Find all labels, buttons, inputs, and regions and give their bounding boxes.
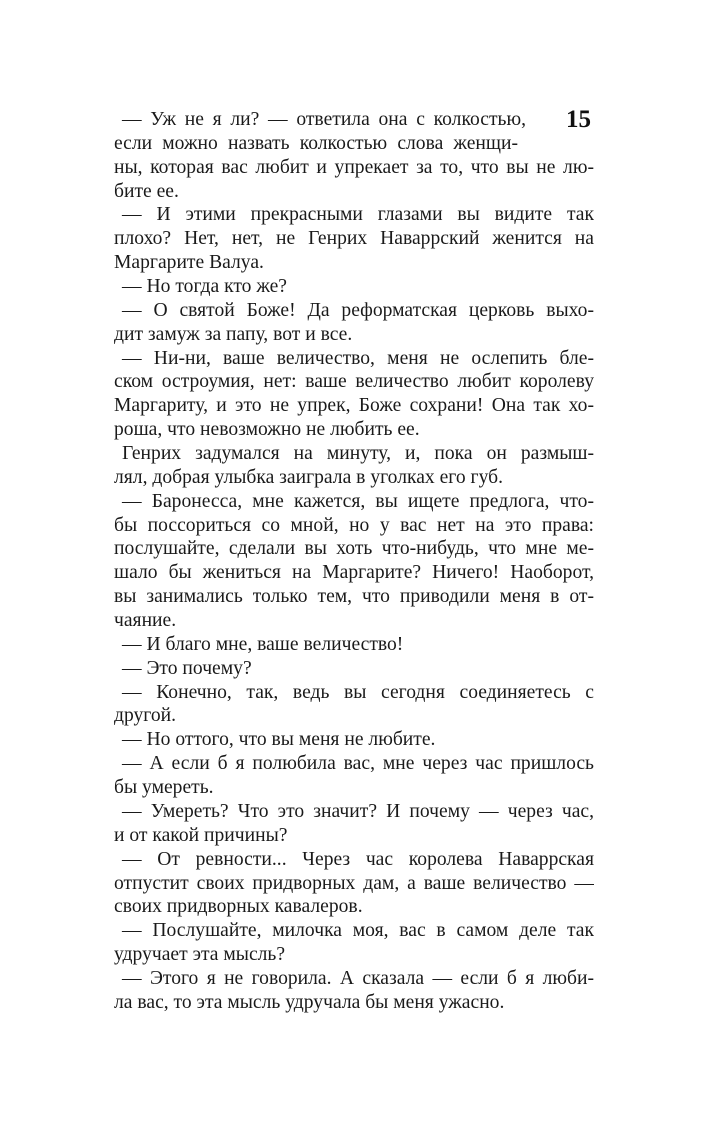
text-line: Генрих задумался на минуту, и, пока он размыш- — [122, 443, 594, 465]
text-line: Маргариту, и это не упрек, Боже сохрани! Она так хо- — [114, 395, 594, 417]
text-line: — О святой Боже! Да реформатская церковь выхо- — [122, 299, 594, 321]
text-line: — Уж не я ли? — ответила она с колкостью, — [122, 109, 526, 130]
text-line: — От ревности... Через час королева Наваррская — [122, 848, 594, 870]
text-line: послушайте, сделали вы хоть что-нибудь, что мне ме- — [114, 538, 594, 560]
text-line: Маргарите Валуа. — [114, 252, 264, 274]
page-number: 15 — [566, 106, 591, 133]
text-line: удручает эта мысль? — [114, 944, 286, 966]
text-line: вы занимались только тем, что приводили меня в от- — [114, 586, 594, 608]
text-line: бите ее. — [114, 180, 179, 202]
text-line: — А если б я полюбила вас, мне через час пришлось — [122, 753, 594, 775]
text-line: — Ни-ни, ваше величество, меня не ослепить бле- — [122, 347, 594, 369]
text-line: ском остроумия, нет: ваше величество любит королеву — [114, 371, 594, 393]
text-line: своих придворных кавалеров. — [114, 896, 363, 918]
text-line: дит замуж за папу, вот и все. — [114, 323, 353, 345]
text-line: — И благо мне, ваше величество! — [122, 633, 404, 655]
text-line: лял, добрая улыбка заиграла в уголках его губ. — [114, 466, 503, 488]
text-line: — Баронесса, мне кажется, вы ищете предлога, что- — [122, 490, 594, 512]
text-line: — Это почему? — [122, 657, 252, 679]
text-line: чаяние. — [114, 610, 177, 632]
text-line: бы поссориться со мной, но у вас нет на это права: — [114, 514, 594, 536]
text-line: ны, которая вас любит и упрекает за то, что вы не лю- — [114, 156, 594, 178]
text-line: шало бы жениться на Маргарите? Ничего! Наоборот, — [114, 562, 594, 584]
body-text — [114, 108, 594, 1015]
text-line: — Послушайте, милочка моя, вас в самом деле так — [122, 920, 594, 942]
text-line: отпустит своих придворных дам, а ваше величество — — [114, 872, 594, 894]
text-line: если можно назвать колкостью слова женщи- — [114, 132, 518, 154]
text-line: и от какой причины? — [114, 824, 288, 846]
text-line: ла вас, то эта мысль удручала бы меня ужасно. — [114, 991, 505, 1013]
text-line: бы умереть. — [114, 777, 214, 799]
text-line: — Но оттого, что вы меня не любите. — [122, 729, 436, 751]
text-line: роша, что невозможно не любить ее. — [114, 419, 420, 441]
text-line: — Но тогда кто же? — [122, 276, 287, 298]
text-line: другой. — [114, 705, 177, 727]
text-line: плохо? Нет, нет, не Генрих Наваррский женится на — [114, 228, 594, 250]
text-line: — Конечно, так, ведь вы сегодня соединяетесь с — [122, 681, 594, 703]
text-line: — Умереть? Что это значит? И почему — через час, — [122, 800, 594, 822]
text-line: — Этого я не говорила. А сказала — если б я люби- — [122, 967, 594, 989]
text-line: — И этими прекрасными глазами вы видите так — [122, 204, 594, 226]
